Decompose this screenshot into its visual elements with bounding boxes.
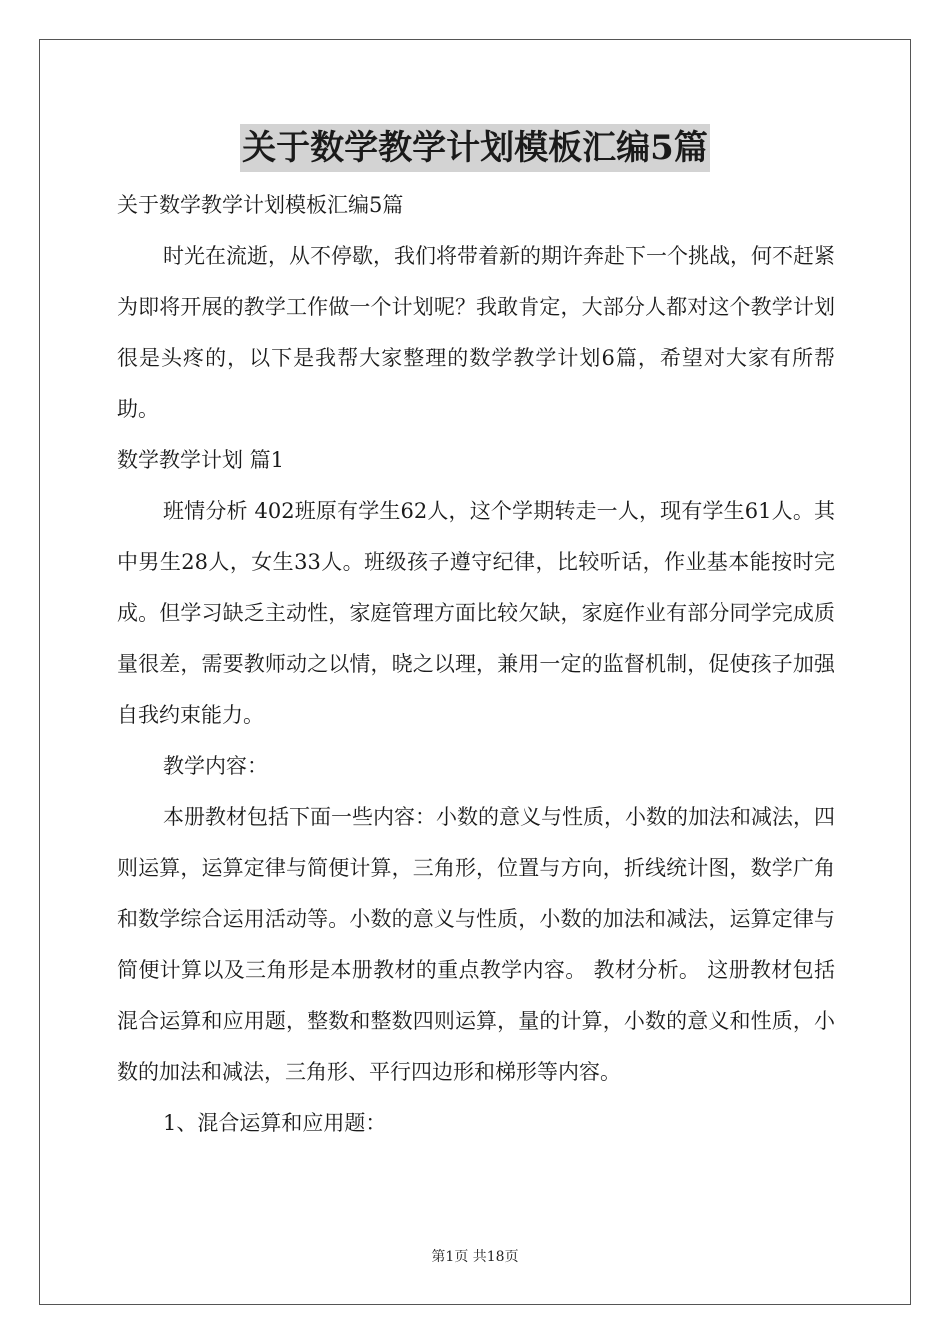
teaching-content-heading: 教学内容： xyxy=(163,754,268,778)
document-body xyxy=(117,180,835,1149)
document-title: 关于数学教学计划模板汇编5篇 xyxy=(240,124,710,172)
title-container xyxy=(0,124,950,172)
list-item-heading: 1、混合运算和应用题： xyxy=(163,1111,387,1135)
page-footer: 第1页 共18页 xyxy=(431,1249,519,1265)
class-analysis-paragraph: 班情分析 402班原有学生62人，这个学期转走一人，现有学生61人。其中男生28人，女生33人。班级孩子遵守纪律，比较听话，作业基本能按时完成。但学习缺乏主动性，家庭管理方面比较欠缺，家庭作业有部分同学完成质量很差，需要教师动之以情，晓之以理，兼用一定的监督机制，促使孩子加强自我约束能力。 xyxy=(117,499,835,727)
section-heading: 数学教学计划 篇1 xyxy=(117,448,285,472)
teaching-content-paragraph: 本册教材包括下面一些内容：小数的意义与性质，小数的加法和减法，四则运算，运算定律与简便计算，三角形，位置与方向，折线统计图，数学广角和数学综合运用活动等。小数的意义与性质，小数的加法和减法，运算定律与简便计算以及三角形是本册教材的重点教学内容。 教材分析。 这册教材包括混合运算和应用题，整数和整数四则运算，量的计算，小数的意义和性质，小数的加法和减法，三角形、平行四边形和梯形等内容。 xyxy=(117,805,835,1084)
subtitle-line: 关于数学教学计划模板汇编5篇 xyxy=(117,193,404,217)
intro-paragraph: 时光在流逝，从不停歇，我们将带着新的期许奔赴下一个挑战，何不赶紧为即将开展的教学工作做一个计划呢？我敢肯定，大部分人都对这个教学计划很是头疼的，以下是我帮大家整理的数学教学计划6篇，希望对大家有所帮助。 xyxy=(117,244,835,421)
